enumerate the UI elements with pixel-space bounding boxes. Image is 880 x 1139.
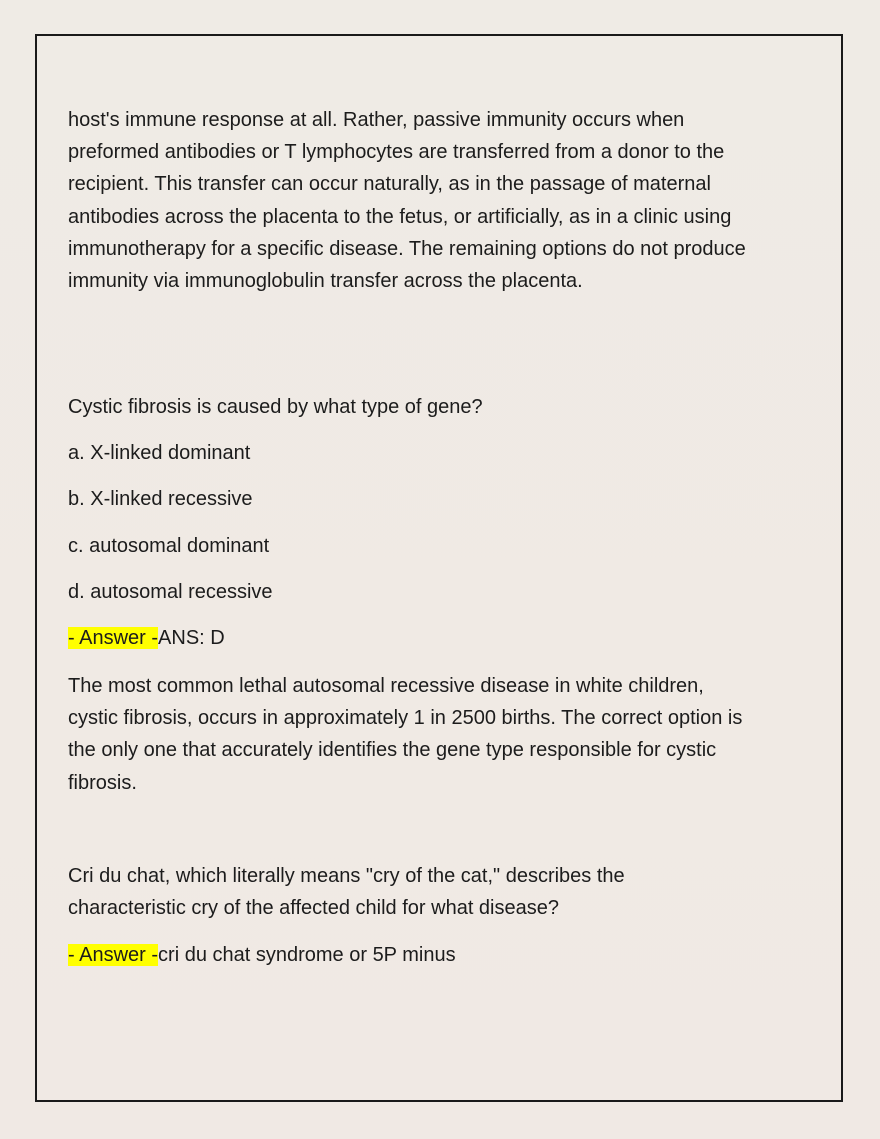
answer-highlight-label: - Answer -: [68, 627, 159, 649]
question-1-option-b: b. X-linked recessive: [68, 488, 253, 510]
question-1-option-c: c. autosomal dominant: [68, 535, 270, 557]
question-2-answer: [68, 939, 456, 971]
answer-highlight-label: - Answer -: [68, 944, 159, 966]
question-1-option-a: a. X-linked dominant: [68, 442, 251, 464]
answer-text: cri du chat syndrome or 5P minus: [158, 944, 456, 966]
question-1-prompt: Cystic fibrosis is caused by what type of gene?: [68, 396, 483, 418]
question-1-option-d: d. autosomal recessive: [68, 581, 273, 603]
answer-text: ANS: D: [158, 627, 225, 649]
intro-paragraph: host's immune response at all. Rather, passive immunity occurs when preformed antibodies or T lymphocytes are transferred from a donor to the recipient. This transfer can occur naturally, as in the passage of maternal antibodies across the placenta to the fetus, or artificially, as in a clinic using immunotherapy for a specific disease. The remaining options do not produce immunity via immunoglobulin transfer across the placenta.: [68, 109, 746, 293]
question-2-prompt: Cri du chat, which literally means "cry of the cat," describes the characteristic cry of the affected child for what disease?: [68, 865, 625, 920]
question-1-answer: [68, 622, 225, 654]
question-1-rationale: The most common lethal autosomal recessive disease in white children, cystic fibrosis, occurs in approximately 1 in 2500 births. The correct option is the only one that accurately identifies the gene type responsible for cystic fibrosis.: [68, 675, 743, 794]
